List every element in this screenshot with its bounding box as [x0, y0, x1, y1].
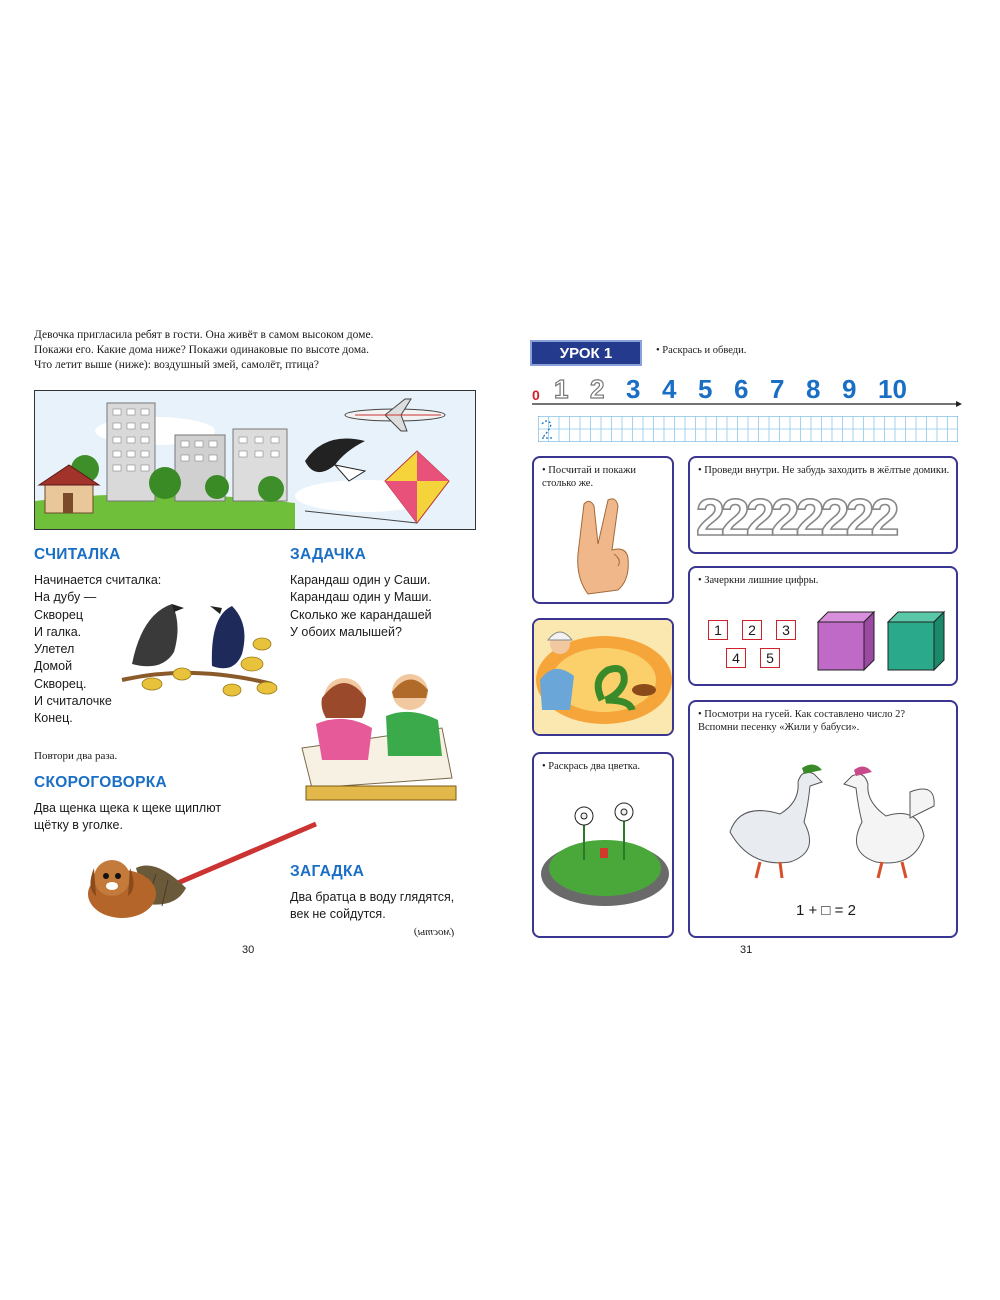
zadachka-heading: ЗАДАЧКА [290, 546, 367, 563]
zagadka-heading: ЗАГАДКА [290, 863, 365, 880]
birds-on-branch-illustration [112, 594, 282, 704]
lesson-label: УРОК 1 [530, 340, 642, 366]
poem-line: Скворец. [34, 676, 87, 691]
task-color-flowers: • Раскрась два цветка. [542, 761, 640, 772]
poem-line: век не сойдутся. [290, 907, 386, 922]
poem-line: Два щенка щека к щеке щиплют [34, 801, 222, 815]
task-trace-inside: • Проведи внутри. Не забудь заходить в жёлтые домики. [698, 465, 950, 476]
zagadka-text [290, 889, 454, 924]
poem-line: Начинается считалка: [34, 573, 162, 587]
top-task-text: • Раскрась и обведи. [656, 345, 747, 356]
poem-line: На дубу — [34, 590, 97, 605]
panel-count-fingers [532, 456, 674, 604]
puppy-and-broom-illustration [76, 818, 326, 928]
number-line-digit: 10 [878, 374, 907, 404]
number-line-digit: 4 [662, 374, 677, 404]
equation: 1 + □ = 2 [796, 902, 856, 919]
panel-cross-out [688, 566, 958, 686]
intro-line-3: Что летит выше (ниже): воздушный змей, самолёт, птица? [34, 359, 319, 371]
cross-number-box: 5 [760, 648, 780, 668]
task-geese [698, 708, 950, 734]
repeat-note: Повтори два раза. [34, 750, 118, 762]
page-number-right: 31 [740, 944, 753, 956]
number-line [532, 370, 962, 410]
houses-scene-illustration [34, 390, 476, 530]
poem-line: Конец. [34, 711, 73, 726]
cubes-illustration [814, 608, 954, 678]
poem-line: щётку в уголке. [34, 818, 123, 833]
poem-line: И галка. [34, 624, 82, 639]
intro-line-1: Девочка пригласила ребят в гости. Она живёт в самом высоком доме. [34, 329, 374, 341]
task-count-fingers: • Посчитай и покажи столько же. [542, 465, 636, 489]
poem-line: Карандаш один у Саши. [290, 573, 431, 587]
zadachka-poem [290, 572, 432, 641]
number-line-digit: 7 [770, 374, 785, 404]
poem-line: Сколько же карандашей [290, 607, 432, 622]
hand-two-fingers-illustration [564, 494, 644, 598]
panel-color-flowers [532, 752, 674, 938]
right-page [520, 318, 970, 980]
children-drawing-illustration [292, 668, 462, 806]
tracing-grid [538, 416, 958, 442]
snake-charmer-illustration [534, 620, 674, 736]
poem-line: Домой [34, 659, 73, 674]
panel-trace-inside [688, 456, 958, 554]
number-line-digit: 5 [698, 374, 713, 404]
poem-line: Скворец [34, 607, 84, 622]
cross-number-box: 3 [776, 620, 796, 640]
poem-line: У обоих малышей? [290, 624, 402, 639]
number-line-digit: 6 [734, 374, 749, 404]
number-line-digit: 1 [554, 374, 569, 404]
geese-illustration [710, 762, 950, 882]
poem-line: Улетел [34, 642, 75, 657]
panel-geese [688, 700, 958, 938]
zagadka-answer: (мосты) [414, 926, 455, 938]
number-line-digit: 0 [532, 387, 540, 403]
intro-line-2: Покажи его. Какие дома ниже? Покажи одинаковые по высоте дома. [34, 344, 369, 356]
intro-text [34, 328, 454, 373]
cross-number-box: 2 [742, 620, 762, 640]
trace-digits: 22222222 [696, 489, 896, 547]
geese-line-2: Вспомни песенку «Жили у бабуси». [698, 722, 860, 733]
flower-bed-illustration [538, 790, 672, 910]
skorogovorka-heading: СКОРОГОВОРКА [34, 774, 167, 791]
number-line-digit: 9 [842, 374, 857, 404]
panel-snake-two [532, 618, 674, 736]
poem-line: Карандаш один у Маши. [290, 590, 432, 605]
poem-line: Два братца в воду глядятся, [290, 890, 455, 904]
left-page [30, 318, 490, 980]
number-line-digit: 3 [626, 374, 641, 404]
poem-line: И считалочке [34, 694, 112, 709]
cross-number-box: 1 [708, 620, 728, 640]
number-line-digit: 8 [806, 374, 821, 404]
geese-line-1: • Посмотри на гусей. Как составлено число 2? [698, 709, 906, 720]
page-number-left: 30 [242, 944, 255, 956]
cross-number-box: 4 [726, 648, 746, 668]
number-line-digit: 2 [590, 374, 605, 404]
task-cross-out: • Зачеркни лишние цифры. [698, 575, 819, 586]
schitalka-heading: СЧИТАЛКА [34, 546, 121, 563]
